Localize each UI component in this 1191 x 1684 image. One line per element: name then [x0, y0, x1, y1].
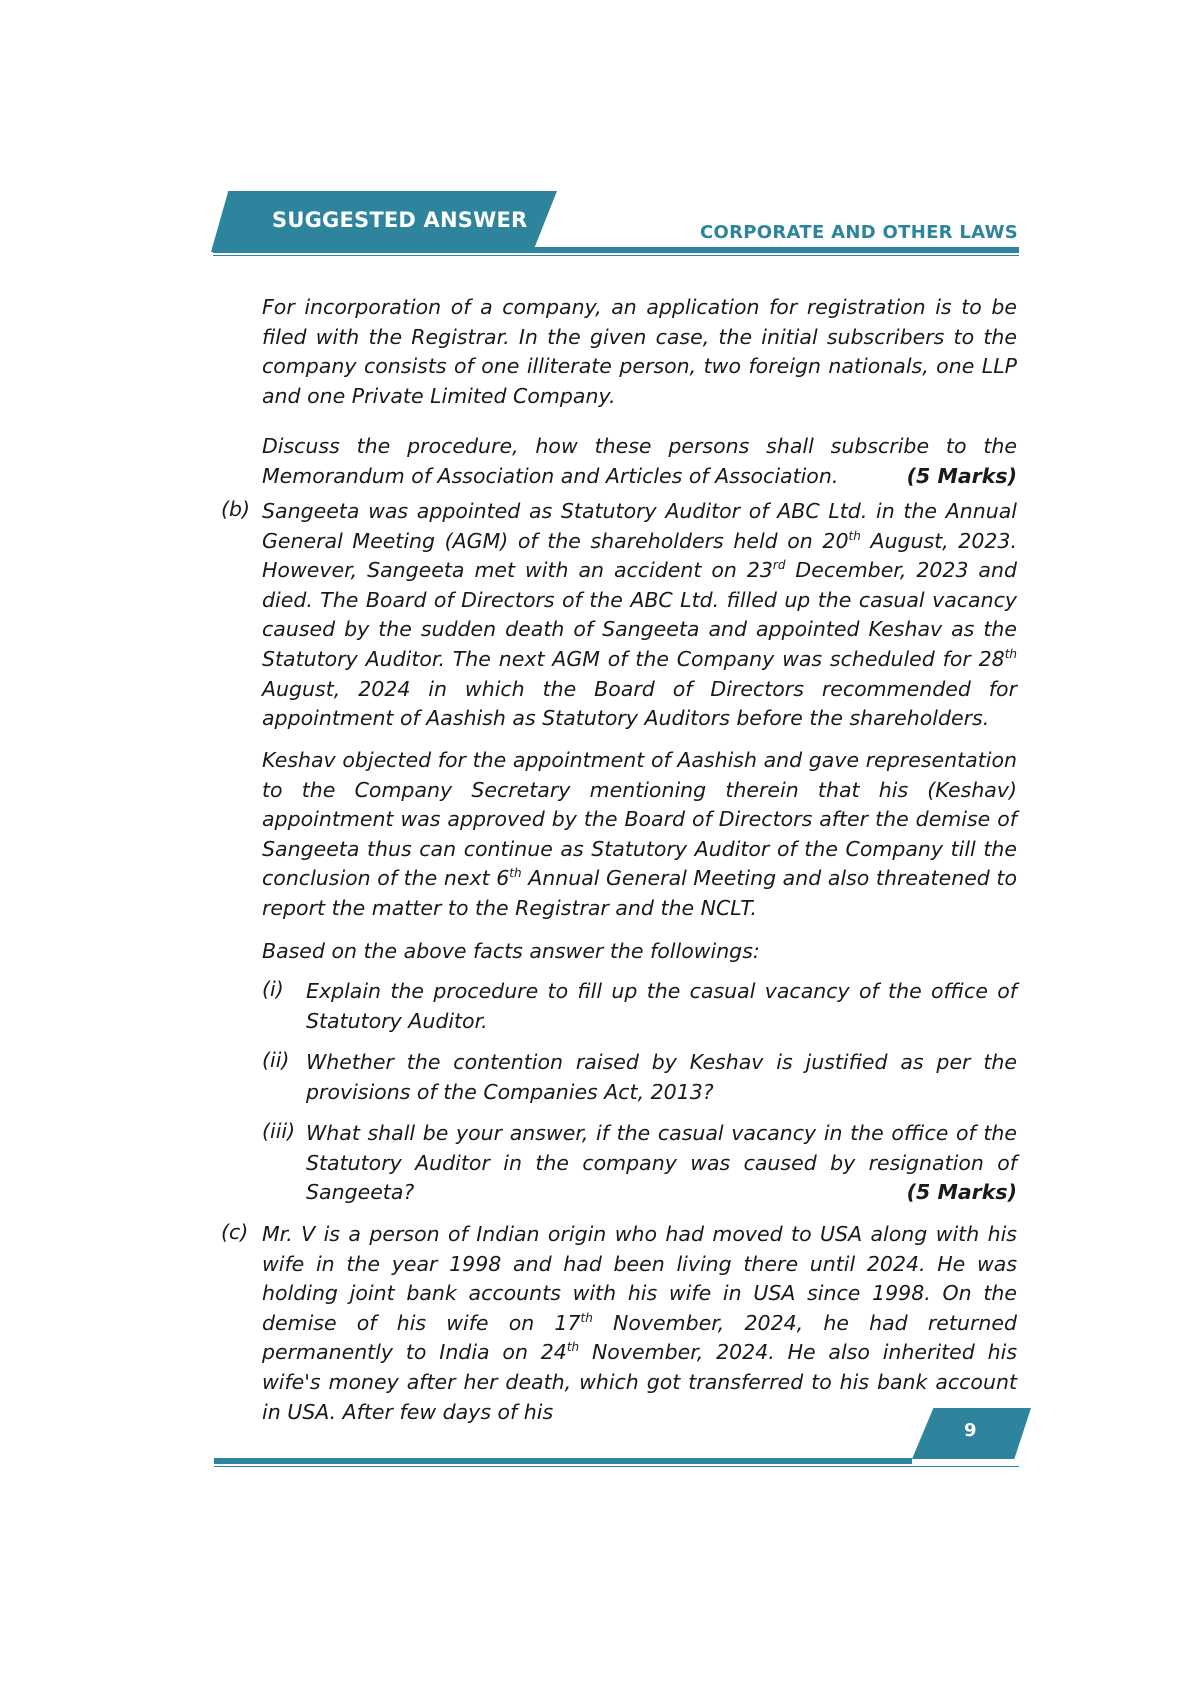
header-rule	[213, 247, 1019, 253]
header-tab-label: SUGGESTED ANSWER	[272, 208, 528, 232]
qb-iii-label: (iii)	[262, 1119, 296, 1143]
qb-p1-a: Sangeeta was appointed as Statutory Auditor of ABC Ltd. in the Annual General Meeting (AGM) of the shareholders held on 20	[262, 499, 1017, 553]
qb-p2-a: Keshav objected for the appointment of Aashish and gave representation to the Company Secretary mentioning therein that his (Keshav) appointment was approved by the Board of Directors after the demise of Sangeeta thus can continue as Statutory Auditor of the Company till the conclusion of the next 6	[262, 748, 1017, 891]
qb-i-text: Explain the procedure to fill up the casual vacancy of the office of Statutory Auditor.	[306, 979, 1017, 1033]
qb-paragraph-1	[262, 497, 1017, 734]
page-number: 9	[964, 1420, 977, 1441]
qa-paragraph-2-text: Discuss the procedure, how these persons shall subscribe to the Memorandum of Association and Articles of Association.	[262, 434, 1017, 488]
qc-label: (c)	[221, 1220, 249, 1244]
qb-label: (b)	[221, 497, 251, 521]
qc-p1-b: November, 2024, he had returned permanently to India on 24	[262, 1310, 1017, 1365]
qb-p1-c: December, 2023 and died. The Board of Directors of the ABC Ltd. filled up the casual vacancy caused by the sudden death of Sangeeta and appointed Keshav as the Statutory Auditor. The next AGM of the Company was scheduled for 28	[262, 558, 1017, 671]
footer-rule	[214, 1458, 912, 1464]
qc-p1-c: November, 2024. He also inherited his wife's money after her death, which got transferred to his bank account in USA. After few days of his	[262, 1340, 1017, 1424]
qb-iii-text	[306, 1119, 1017, 1208]
header-rule-thin	[213, 255, 1019, 256]
qb-p1-sup2: rd	[772, 558, 786, 573]
qb-p2-b: Annual General Meeting and also threatened to report the matter to the Registrar and the NCLT.	[262, 866, 1017, 920]
qb-paragraph-3: Based on the above facts answer the followings:	[262, 939, 760, 963]
qb-paragraph-2	[262, 746, 1017, 924]
qc-p1-a: Mr. V is a person of Indian origin who had moved to USA along with his wife in the year 1998 and had been living there until 2024. He was holding joint bank accounts with his wife in USA since 1998. On the demise of his wife on 17	[262, 1222, 1017, 1335]
qa-marks: (5 Marks)	[906, 463, 1017, 488]
qb-p2-sup: th	[509, 866, 522, 881]
qb-p1-sup1: th	[848, 528, 861, 543]
qa-paragraph-1: For incorporation of a company, an application for registration is to be filed with the Registrar. In the given case, the initial subscribers to the company consists of one illiterate person, two foreign nationals, one LLP and one Private Limited Company.	[262, 295, 1017, 408]
qb-ii-label: (ii)	[262, 1048, 290, 1072]
qc-p1-sup2: th	[566, 1340, 580, 1355]
qc-p1-sup1: th	[580, 1310, 593, 1325]
qc-paragraph-1	[262, 1220, 1017, 1427]
qb-p1-sup3: th	[1004, 647, 1017, 662]
qb-i-label: (i)	[262, 977, 284, 1001]
qa-paragraph-2	[262, 432, 1017, 491]
qb-p1-d: August, 2024 in which the Board of Directors recommended for appointment of Aashish as Statutory Auditors before the shareholders.	[262, 676, 1017, 731]
qb-ii-text: Whether the contention raised by Keshav is justified as per the provisions of the Companies Act, 2013?	[306, 1050, 1017, 1104]
footer-rule-thin	[214, 1466, 1019, 1467]
qb-marks: (5 Marks)	[906, 1180, 1017, 1205]
qb-p1-b: August, 2023. However, Sangeeta met with an accident on 23	[262, 528, 1017, 583]
qb-iii-text-body: What shall be your answer, if the casual vacancy in the office of the Statutory Auditor in the company was caused by resignation of Sangeeta?	[306, 1121, 1017, 1205]
subject-title: CORPORATE AND OTHER LAWS	[700, 222, 1018, 243]
